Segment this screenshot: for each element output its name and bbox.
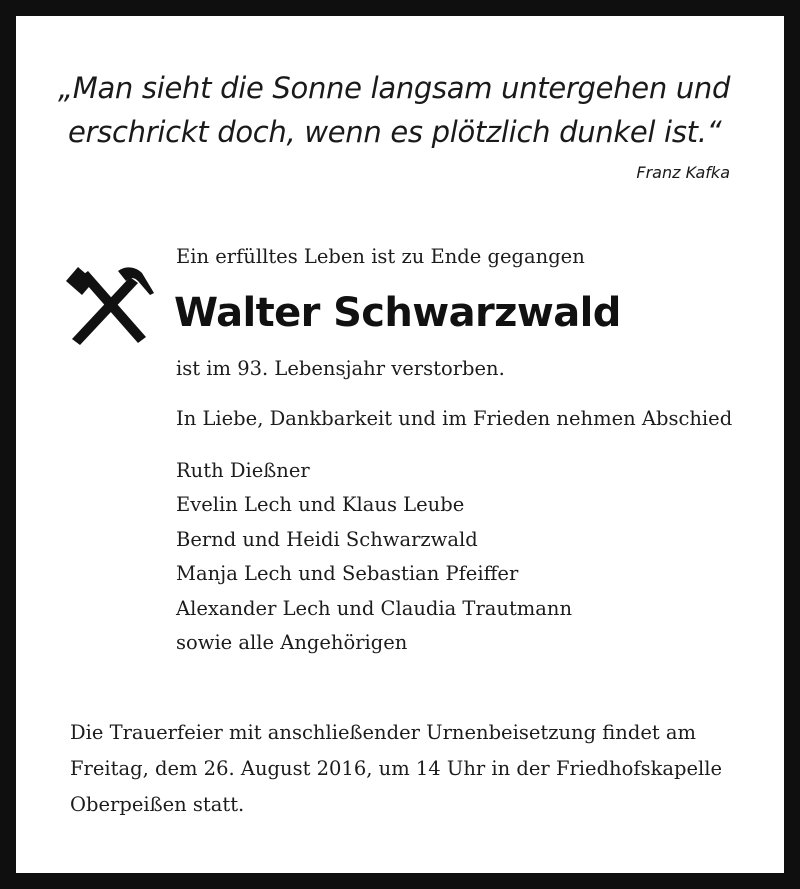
ceremony-line-2: Freitag, dem 26. August 2016, um 14 Uhr in der Friedhofskapelle: [70, 757, 723, 780]
deceased-name: Walter Schwarzwald: [174, 290, 621, 336]
mourner-item: Bernd und Heidi Schwarzwald: [176, 527, 478, 551]
quote-line-2: erschrickt doch, wenn es plötzlich dunkel ist.“: [68, 115, 722, 149]
intro-text: Ein erfülltes Leben ist zu Ende gegangen: [176, 245, 585, 268]
mourner-item: Manja Lech und Sebastian Pfeiffer: [176, 562, 519, 586]
ceremony-line-1: Die Trauerfeier mit anschließender Urnenbeisetzung findet am: [70, 721, 697, 744]
hammer-and-pick-icon: [60, 263, 156, 349]
kafka-quote: [58, 66, 778, 154]
mourners-list: [176, 454, 572, 660]
mourner-item: Ruth Dießner: [176, 459, 310, 482]
ceremony-line-3: Oberpeißen statt.: [70, 793, 245, 816]
ceremony-info: [70, 715, 770, 823]
farewell-text: In Liebe, Dankbarkeit und im Frieden nehmen Abschied: [176, 407, 733, 430]
quote-line-1: „Man sieht die Sonne langsam untergehen und: [58, 71, 731, 105]
mourner-item: Evelin Lech und Klaus Leube: [176, 493, 465, 517]
mourner-item: sowie alle Angehörigen: [176, 631, 408, 655]
quote-author: Franz Kafka: [636, 163, 730, 182]
age-text: ist im 93. Lebensjahr verstorben.: [176, 357, 505, 380]
mourner-item: Alexander Lech und Claudia Trautmann: [176, 596, 573, 620]
